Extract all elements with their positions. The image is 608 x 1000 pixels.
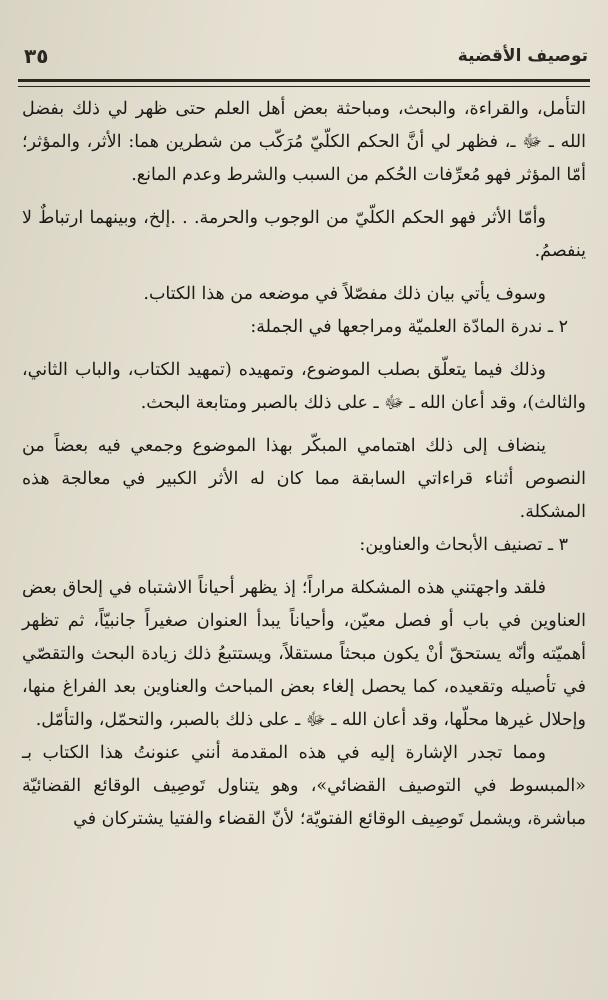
page-number: ٣٥ [24, 44, 49, 68]
paragraph-2: وأمّا الأثر فهو الحكم الكلّيّ من الوجوب والحرمة. . .إلخ، وبينهما ارتباطٌ لا ينفصمُ. [22, 208, 586, 261]
paragraph-7: ومما تجدر الإشارة إليه في هذه المقدمة أنني عنونتُ هذا الكتاب بـ «المبسوط في التوصيف القضائي»، وهو يتناول تَوصِيف الوقائع القضائيّة مباشرة، ويشمل تَوصِيف الوقائع الفتويّة؛ لأنّ القضاء والفتيا يشتركان في [22, 743, 586, 829]
page-header [24, 36, 588, 76]
page-body [22, 93, 586, 1000]
paragraph-3: وسوف يأتي بيان ذلك مفصّلاً في موضعه من هذا الكتاب. [143, 284, 546, 304]
paragraph-4: وذلك فيما يتعلّق بصلب الموضوع، وتمهيده (تمهيد الكتاب، والباب الثاني، والثالث)، وقد أعان الله ـ ﷻ ـ على ذلك بالصبر ومتابعة البحث. [22, 360, 586, 413]
header-rule-thin [18, 86, 590, 87]
paragraph-1: التأمل، والقراءة، والبحث، ومباحثة بعض أهل العلم حتى ظهر لي ذلك بفضل الله ـ ﷻ ـ، فظهر لي أنَّ الحكم الكلّيّ مُرَكّب من شطرين هما: الأثر، والمؤثر؛ أمّا المؤثر فهو مُعرِّفات الحُكم من السبب والشرط وعدم المانع. [22, 99, 586, 185]
section-heading-3: ٣ ـ تصنيف الأبحاث والعناوين: [359, 535, 568, 555]
section-heading-2: ٢ ـ ندرة المادّة العلميّة ومراجعها في الجملة: [250, 317, 568, 337]
running-title: توصيف الأقضية [457, 46, 588, 66]
paragraph-6: فلقد واجهتني هذه المشكلة مراراً؛ إذ يظهر أحياناً الاشتباه في إلحاق بعض العناوين في باب أو فصل معيّن، وأحياناً يبدأ العنوان صغيراً جانبيّاً، ثم تظهر أهميّته وأنّه يستحقّ أنْ يكون مبحثاً مستقلاً، ويستتبعُ ذلك زيادة البحث والتقصّي في تأصيله وتقعيده، كما يحصل إلغاء بعض المباحث والعناوين بعد الفراغ منها، وإحلال غيرها محلّها، وقد أعان الله ـ ﷻ ـ على ذلك بالصبر، والتحمّل، والتأمّل. [22, 578, 586, 730]
paragraph-5: ينضاف إلى ذلك اهتمامي المبكّر بهذا الموضوع وجمعي فيه بعضاً من النصوص أثناء قراءاتي السابقة مما كان له الأثر الكبير في معالجة هذه المشكلة. [22, 436, 586, 522]
header-rule-thick [18, 79, 590, 82]
